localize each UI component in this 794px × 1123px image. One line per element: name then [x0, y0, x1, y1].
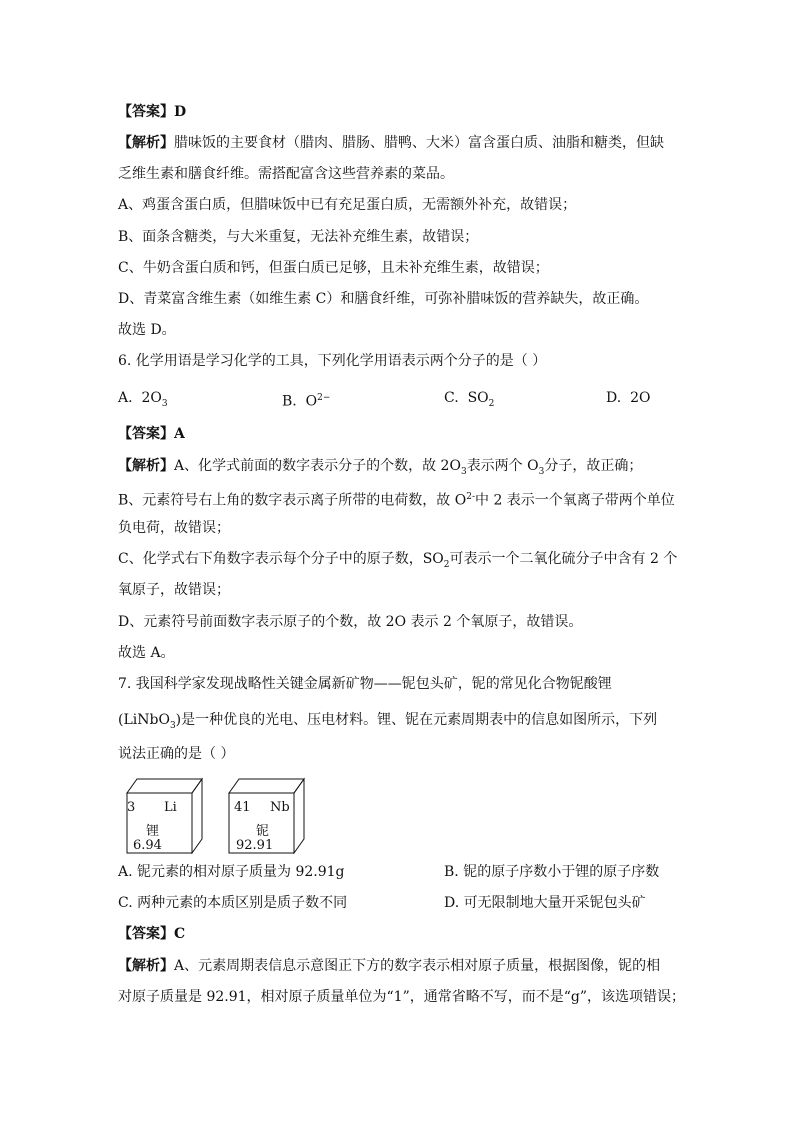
element-tile-niobium	[228, 776, 314, 854]
q5-option-b-analysis: B、面条含糖类，与大米重复，无法补充维生素，故错误；	[118, 229, 479, 245]
lithium-atomic-mass: 6.94	[133, 838, 162, 853]
q7-option-a: A. 铌元素的相对原子质量为 92.91g	[118, 864, 345, 880]
q7-option-b: B. 铌的原子序数小于锂的原子序数	[444, 864, 660, 880]
q7-stem-line3: 说法正确的是（ ）	[118, 746, 235, 762]
niobium-symbol: Nb	[270, 800, 290, 815]
q7-option-c: C. 两种元素的本质区别是质子数不同	[118, 895, 348, 911]
q7-stem-line1: 7. 我国科学家发现战略性关键金属新矿物——铌包头矿，铌的常见化合物铌酸锂	[118, 676, 612, 692]
q5-option-d-analysis: D、青菜富含维生素（如维生素 C）和膳食纤维，可弥补腊味饭的营养缺失，故正确。	[118, 291, 649, 307]
q6-analysis-b-line2: 负电荷，故错误；	[118, 520, 230, 536]
q7-answer: 【答案】C	[118, 926, 186, 942]
q6-answer: 【答案】A	[118, 426, 185, 442]
q5-option-a-analysis: A、鸡蛋含蛋白质，但腊味饭中已有充足蛋白质，无需额外补充，故错误；	[118, 197, 577, 213]
q5-analysis-line1: 【解析】腊味饭的主要食材（腊肉、腊肠、腊鸭、大米）富含蛋白质、油脂和糖类，但缺	[118, 135, 664, 151]
q7-stem-line2: (LiNbO$_3$)是一种优良的光电、压电材料。锂、铌在元素周期表中的信息如图所示，下列	[118, 712, 658, 731]
q6-option-d: D. 2O	[606, 390, 651, 406]
q6-analysis-d: D、元素符号前面数字表示原子的个数，故 2O 表示 2 个氧原子，故错误。	[118, 614, 583, 630]
q6-analysis-c-line1: C、化学式右下角数字表示每个分子中的原子数，$SO_2$可表示一个二氧化硫分子中含有 2 个	[118, 551, 678, 570]
element-tile-lithium	[118, 776, 204, 854]
q6-option-a: A. $2O_3$	[118, 390, 168, 409]
q6-option-c: C. $SO_2$	[444, 390, 495, 409]
q5-option-c-analysis: C、牛奶含蛋白质和钙，但蛋白质已足够，且未补充维生素，故错误；	[118, 260, 549, 276]
lithium-name: 锂	[146, 824, 160, 839]
niobium-atomic-mass: 92.91	[236, 838, 274, 853]
q5-conclusion: 故选 D。	[118, 322, 176, 338]
niobium-name: 铌	[256, 824, 270, 839]
q7-analysis-line1: 【解析】A、元素周期表信息示意图正下方的数字表示相对原子质量，根据图像，铌的相	[118, 958, 661, 974]
q6-analysis-a: 【解析】A、化学式前面的数字表示分子的个数，故 $2O_3$表示两个 $O_3$分子，故正确；	[118, 458, 643, 477]
lithium-symbol: Li	[164, 800, 177, 815]
q6-conclusion: 故选 A。	[118, 645, 175, 661]
q7-analysis-line2: 对原子质量是 92.91，相对原子质量单位为“1”，通常省略不写，而不是“g”，该选项错误；	[118, 989, 686, 1005]
q6-option-b: B. $O^{2-}$	[282, 393, 331, 410]
q6-analysis-b-line1: B、元素符号右上角的数字表示离子所带的电荷数，故 $O^{2-}$中 2 表示一个氧离子带两个单位	[118, 492, 675, 509]
niobium-atomic-number: 41	[234, 800, 251, 815]
lithium-atomic-number: 3	[127, 800, 136, 815]
q5-answer: 【答案】D	[118, 104, 187, 120]
q6-stem: 6. 化学用语是学习化学的工具，下列化学用语表示两个分子的是（ ）	[118, 353, 547, 369]
q6-analysis-c-line2: 氧原子，故错误；	[118, 582, 230, 598]
q7-option-d: D. 可无限制地大量开采铌包头矿	[444, 895, 646, 911]
q5-analysis-line2: 乏维生素和膳食纤维。需搭配富含这些营养素的菜品。	[118, 166, 454, 182]
